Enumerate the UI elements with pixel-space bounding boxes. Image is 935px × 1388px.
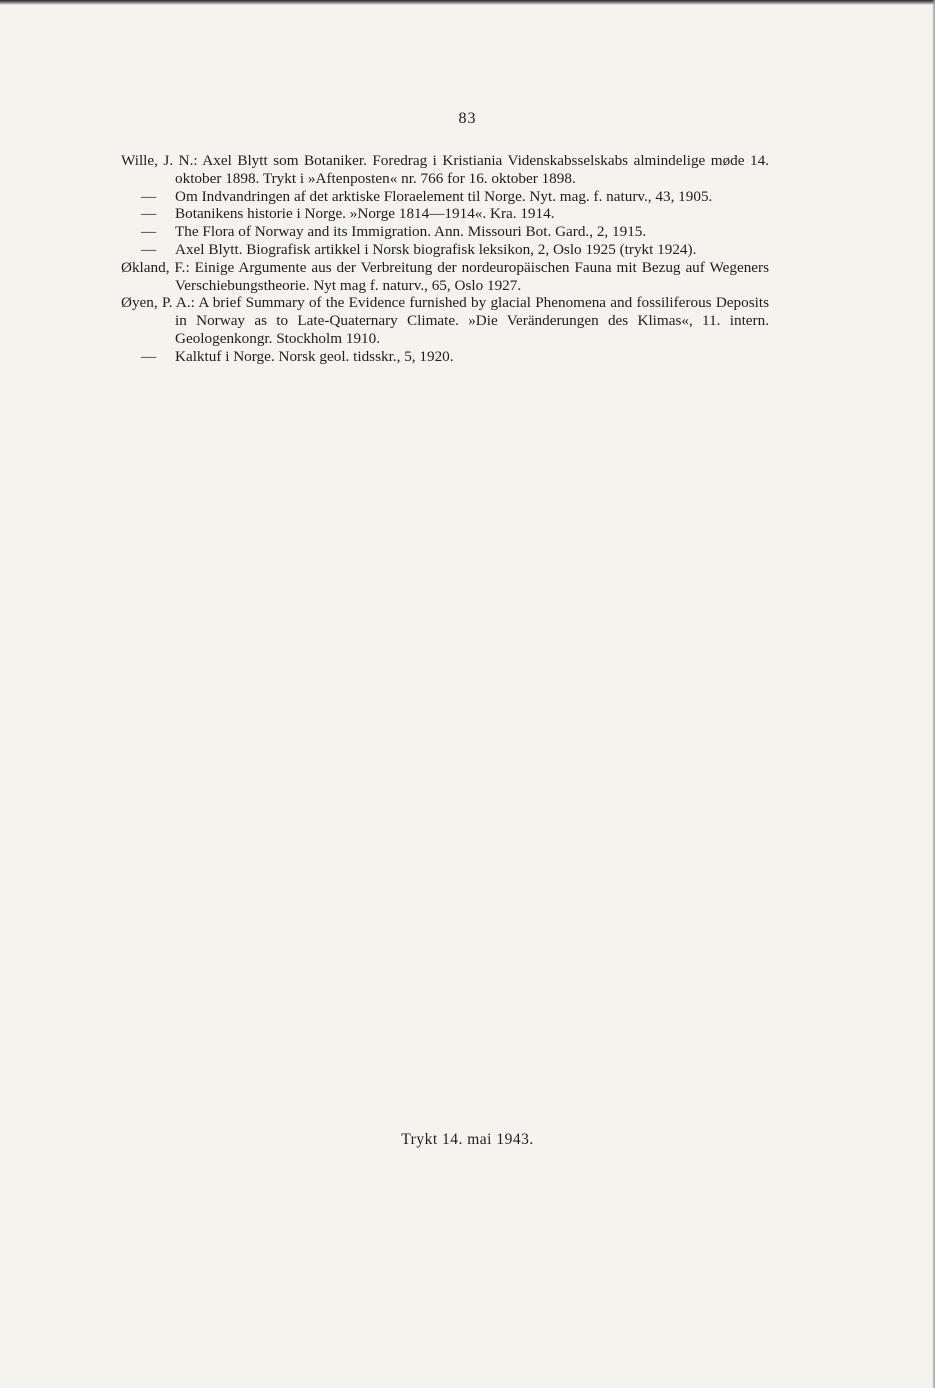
bib-text: Axel Blytt. Biografisk artikkel i Norsk biografisk leksikon, 2, Oslo 1925 (trykt 1924). — [175, 240, 697, 258]
bib-entry — [121, 223, 769, 241]
bib-entry — [121, 152, 769, 188]
bib-author: Wille, J. N.: — [121, 152, 198, 169]
ditto-dash: — — [141, 223, 157, 241]
ditto-dash: — — [141, 240, 157, 258]
ditto-dash: — — [141, 347, 157, 365]
bib-entry — [121, 259, 769, 295]
ditto-dash: — — [141, 205, 157, 223]
bib-text: Axel Blytt som Botaniker. Foredrag i Kristiania Videnskabsselskabs almindelige møde 14. oktober 1898. Trykt i »Aftenposten« nr. 766 for 16. oktober 1898. — [175, 152, 769, 187]
bib-text: Om Indvandringen af det arktiske Floraelement til Norge. Nyt. mag. f. naturv., 43, 1905. — [175, 187, 713, 205]
bib-text: Einige Argumente aus der Verbreitung der nordeuropäischen Fauna mit Bezug auf Wegeners Verschiebungstheorie. Nyt mag f. naturv., 65, Oslo 1927. — [175, 258, 769, 294]
bib-author: Økland, F.: — [121, 258, 190, 276]
bib-entry — [121, 294, 769, 347]
bib-entry — [121, 348, 769, 366]
bibliography — [121, 152, 769, 366]
bib-entry — [121, 241, 769, 259]
bib-entry — [121, 205, 769, 223]
ditto-dash: — — [141, 187, 157, 205]
scan-top-edge — [0, 0, 935, 5]
bib-text: A brief Summary of the Evidence furnished by glacial Phenomena and fossiliferous Deposits in Norway as to Late-Quaternary Climate. »Die Veränderungen des Klimas«, 11. intern. Geologenkongr. Stockholm 1910. — [175, 294, 769, 347]
print-date: Trykt 14. mai 1943. — [401, 1131, 534, 1148]
bib-text: The Flora of Norway and its Immigration. Ann. Missouri Bot. Gard., 2, 1915. — [175, 223, 647, 241]
bib-author: Øyen, P. A.: — [121, 294, 195, 312]
bib-text: Botanikens historie i Norge. »Norge 1814—1914«. Kra. 1914. — [175, 205, 555, 223]
bib-entry — [121, 188, 769, 206]
bib-text: Kalktuf i Norge. Norsk geol. tidsskr., 5, 1920. — [175, 347, 454, 365]
page-number: 83 — [458, 110, 477, 127]
